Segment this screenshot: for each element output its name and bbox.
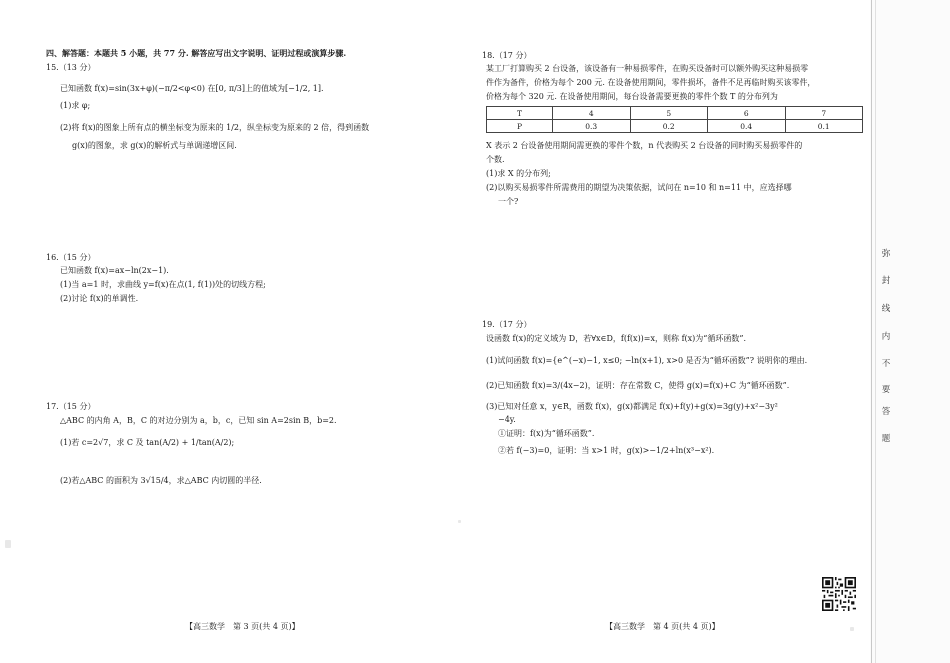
q18-part1: (1)求 X 的分布列; [486,169,551,178]
binding-rule [875,0,876,663]
binding-rule [871,0,872,663]
q18-number: 18.（17 分） [482,51,532,60]
sidebar-char: 答 [881,407,891,417]
sidebar-char: 封 [881,276,891,286]
q16-number: 16.（15 分） [46,253,96,262]
table-row-label: T [487,107,553,120]
q19-sub1: ①证明：f(x)为“循环函数”. [498,429,595,438]
table-row-label: P [487,120,553,133]
q15-part2-line2: g(x)的图象，求 g(x)的解析式与单调递增区间. [72,141,237,150]
q16-stem: 已知函数 f(x)=ax−ln(2x−1). [60,266,169,275]
sidebar-char: 线 [881,304,891,314]
q18-part2-line2: 一个? [498,197,519,206]
footer-page4: 【高三数学 第 4 页(共 4 页)】 [605,622,720,631]
table-cell: 0.2 [630,120,708,133]
table-cell: 0.1 [785,120,863,133]
table-cell: 5 [630,107,708,120]
q18-line5: 个数. [486,155,505,164]
q19-part3-line1: (3)已知对任意 x，y∈R，函数 f(x)，g(x)都满足 f(x)+f(y)+g(x)=3g(y)+x²−3y² [486,402,778,411]
table-cell: 0.4 [708,120,786,133]
q15-part1: (1)求 φ; [60,101,91,110]
q19-number: 19.（17 分） [482,320,532,329]
scan-smudge [458,520,461,523]
q19-stem: 设函数 f(x)的定义域为 D，若∀x∈D，f(f(x))=x，则称 f(x)为“循环函数”. [486,334,747,343]
q17-number: 17.（15 分） [46,402,96,411]
q17-part2: (2)若△ABC 的面积为 3√15/4，求△ABC 内切圆的半径. [60,476,262,485]
q19-sub2: ②若 f(−3)=0，证明：当 x>1 时，g(x)>−1/2+ln(x³−x²). [498,446,715,455]
distribution-table [486,106,863,133]
q17-part1: (1)若 c=2√7，求 C 及 tan(A/2) + 1/tan(A/2); [60,438,235,447]
section-header: 四、解答题：本题共 5 小题，共 77 分. 解答应写出文字说明、证明过程或演算步骤. [46,48,347,58]
table-cell: 6 [708,107,786,120]
q15-stem: 已知函数 f(x)=sin(3x+φ)(−π/2<φ<0) 在[0, π/3]上的值域为[−1/2, 1]. [60,84,324,93]
table-row [487,120,863,133]
q18-line3: 价格为每个 320 元. 在设备使用期间，每台设备需要更换的零件个数 T 的分布列为 [486,92,778,101]
q18-line4: X 表示 2 台设备使用期间需更换的零件个数，n 代表购买 2 台设备的同时购买易损零件的 [486,141,803,150]
sidebar-char: 要 [881,385,891,395]
sidebar-char: 不 [881,359,891,369]
q18-part2-line1: (2)以购买易损零件所需费用的期望为决策依据，试问在 n=10 和 n=11 中，应选择哪 [486,183,792,192]
q18-line2: 件作为备件，价格为每个 200 元. 在设备使用期间，零件损坏，备件不足再临时购买该零件， [486,78,816,87]
q15-number: 15.（13 分） [46,63,96,72]
table-cell: 0.3 [553,120,631,133]
table-row [487,107,863,120]
sidebar-char: 弥 [881,249,891,259]
right-page [470,0,870,663]
left-page [0,0,470,663]
sidebar-char: 题 [881,434,891,444]
table-cell: 4 [553,107,631,120]
q16-part1: (1)当 a=1 时，求曲线 y=f(x)在点(1, f(1))处的切线方程; [60,280,266,289]
q15-part2-line1: (2)将 f(x)的图象上所有点的横坐标变为原来的 1/2，纵坐标变为原来的 2 倍，得到函数 [60,123,370,132]
sidebar-char: 内 [881,332,891,342]
q18-line1: 某工厂打算购买 2 台设备，该设备有一种易损零件，在购买设备时可以额外购买这种易损零 [486,64,809,73]
qr-code-icon [822,577,856,611]
scan-smudge [5,540,11,548]
table-cell: 7 [785,107,863,120]
footer-page3: 【高三数学 第 3 页(共 4 页)】 [185,622,300,631]
scan-smudge [850,627,854,631]
q16-part2: (2)讨论 f(x)的单调性. [60,294,139,303]
q17-stem: △ABC 的内角 A，B，C 的对边分别为 a，b，c，已知 sin A=2sin B，b=2. [60,416,337,425]
q19-part3-line2: −4y. [498,415,516,424]
q19-part2: (2)已知函数 f(x)=3/(4x−2)，证明：存在常数 C，使得 g(x)=f(x)+C 为“循环函数”. [486,381,790,390]
q19-part1: (1)试问函数 f(x)={e^(−x)−1, x≤0; −ln(x+1), x>0 是否为“循环函数”? 说明你的理由. [486,356,808,365]
